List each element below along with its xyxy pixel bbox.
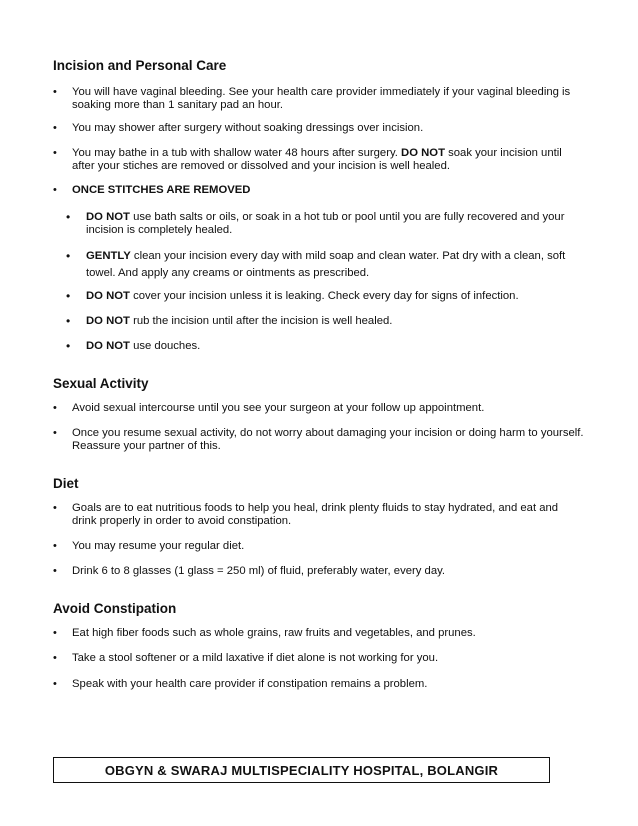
list-item: • You may resume your regular diet. [53, 540, 245, 552]
bullet: • [53, 565, 57, 577]
bullet: • [66, 210, 71, 224]
list-item: • Goals are to eat nutritious foods to help you heal, drink plenty fluids to stay hydrated, and eat and drink properly in order to avoid constipation. [53, 502, 559, 527]
section-heading-incision: Incision and Personal Care [53, 58, 227, 73]
bullet: • [53, 402, 57, 414]
list-item: • Drink 6 to 8 glasses (1 glass = 250 ml) of fluid, preferably water, every day. [53, 565, 446, 577]
list-item: • You may shower after surgery without soaking dressings over incision. [53, 122, 424, 134]
sub-list-item: • DO NOT use bath salts or oils, or soak in a hot tub or pool until you are fully recovered and your incision is completely healed. [66, 210, 565, 236]
bullet: • [53, 86, 57, 98]
bullet: • [53, 678, 57, 690]
list-item: • You may bathe in a tub with shallow water 48 hours after surgery. DO NOT soak your incision until after your stiches are removed or dissolved and your incision is well healed. [53, 147, 562, 172]
sub-list-item: • DO NOT use douches. [66, 339, 201, 353]
list-item: • Once you resume sexual activity, do not worry about damaging your incision or doing harm to yourself. Reassure your partner of this. [53, 427, 584, 452]
bullet: • [53, 502, 57, 514]
bullet: • [53, 184, 57, 196]
bullet: • [66, 249, 71, 263]
bullet: • [53, 652, 57, 664]
bullet: • [53, 427, 57, 439]
bullet: • [66, 289, 71, 303]
bullet: • [66, 339, 71, 353]
list-item: • Eat high fiber foods such as whole grains, raw fruits and vegetables, and prunes. [53, 627, 476, 639]
list-item: • ONCE STITCHES ARE REMOVED [53, 184, 251, 196]
list-item: • Speak with your health care provider if constipation remains a problem. [53, 678, 428, 690]
bullet: • [53, 540, 57, 552]
list-item: • Avoid sexual intercourse until you see your surgeon at your follow up appointment. [53, 402, 485, 414]
bullet: • [53, 147, 57, 159]
section-heading-sexual-activity: Sexual Activity [53, 376, 149, 391]
sub-list-item: • GENTLY clean your incision every day with mild soap and clean water. Pat dry with a clean, soft towel. And apply any creams or ointments as prescribed. [66, 249, 566, 279]
footer-box [53, 757, 550, 783]
bullet: • [66, 314, 71, 328]
section-heading-avoid-constipation: Avoid Constipation [53, 601, 177, 616]
section-heading-diet: Diet [53, 476, 79, 491]
sub-list-item: • DO NOT rub the incision until after the incision is well healed. [66, 314, 393, 328]
bullet: • [53, 122, 57, 134]
list-item: • You will have vaginal bleeding. See your health care provider immediately if your vaginal bleeding is soaking more than 1 sanitary pad an hour. [53, 86, 571, 111]
bullet: • [53, 627, 57, 639]
hospital-name: OBGYN & SWARAJ MULTISPECIALITY HOSPITAL, BOLANGIR [104, 762, 499, 778]
sub-list-item: • DO NOT cover your incision unless it is leaking. Check every day for signs of infection. [66, 289, 519, 303]
list-item: • Take a stool softener or a mild laxative if diet alone is not working for you. [53, 652, 439, 664]
